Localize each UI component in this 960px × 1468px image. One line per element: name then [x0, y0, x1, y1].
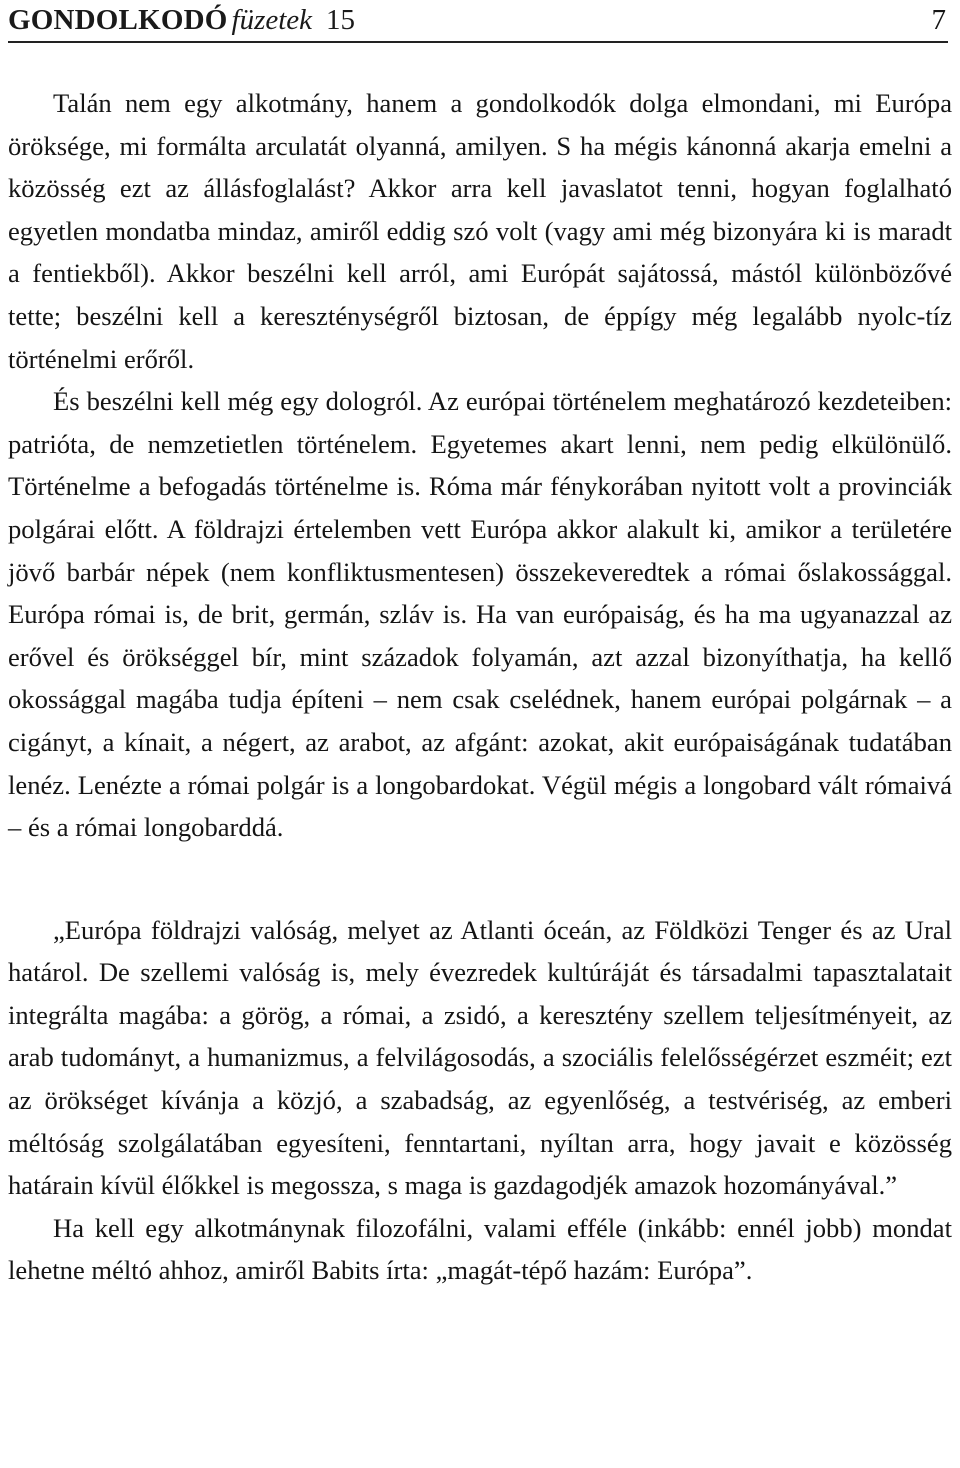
quotation-paragraph: „Európa földrajzi valóság, melyet az Atlanti óceán, az Földközi Tenger és az Ural határol. De szellemi valóság is, mely évezredek kultúráját és társadalmi tapasztalatait integrálta magába: a görög, a római, a zsidó, a keresztény szellem teljesítményeit, az arab tudományt, a humanizmus, a felvilágosodás, a szociális felelősségérzet eszméit; ezt az örökséget kívánja a közjó, a szabadság, az egyenlőség, a testvériség, az emberi méltóság szolgálatában egyesíteni, fenntartani, nyíltan arra, hogy javait e közösség határain kívül élőkkel is megossza, s maga is gazdagodjék amazok hozományával.” — [8, 914, 952, 1201]
publication-brand: GONDOLKODÓ — [8, 4, 228, 36]
paragraph: És beszélni kell még egy dologról. Az európai történelem meghatározó kezdeteiben: patrióta, de nemzetietlen történelem. Egyetemes akart lenni, nem pedig elkülönülő. Történelme a befogadás történelme is. Róma már fénykorában nyitott volt a provinciák polgárai előtt. A földrajzi értelemben vett Európa akkor alakult ki, amikor a területére jövő barbár népek (nem konfliktusmentesen) összekeveredtek a római őslakossággal. Európa római is, de brit, germán, szláv is. Ha van európaiság, és ha ma ugyanazzal az erővel és örökséggel bír, mint századok folyamán, azt azzal bizonyíthatja, ha kellő okossággal magába tudja építeni – nem csak cselédnek, hanem európai polgárnak – a cigányt, a kínait, a négert, az arabot, az afgánt: azokat, akit európaiságának tudatában lenéz. Lenézte a római polgár is a longobardokat. Végül mégis a longobard vált rómaivá – és a római longobarddá. — [8, 386, 952, 843]
paragraph: Talán nem egy alkotmány, hanem a gondolkodók dolga elmondani, mi Európa öröksége, mi formálta arculatát olyanná, amilyen. S ha mégis kánonná akarja emelni a közösség ezt az állásfoglalást? Akkor arra kell javaslatot tenni, hogyan foglalható egyetlen mondatba mindaz, amiről eddig szó volt (vagy ami még bizonyára ki is maradt a fentiekből). Akkor beszélni kell arról, ami Európát sajátossá, mástól különbözővé tette; beszélni kell a kereszténységről biztosan, de éppígy még legalább nyolc-tíz történelmi erőről. — [8, 88, 952, 374]
publication-series: füzetek — [231, 4, 313, 36]
paragraph: Ha kell egy alkotmánynak filozofálni, valami efféle (inkább: ennél jobb) mondat lehetne méltó ahhoz, amiről Babits írta: „magát-tépő hazám: Európa”. — [8, 1212, 952, 1286]
body-text — [8, 82, 952, 1292]
section-gap — [8, 849, 952, 909]
publication-title — [8, 2, 355, 38]
page-number: 7 — [931, 4, 946, 36]
running-header — [8, 0, 952, 40]
header-rule — [8, 41, 948, 43]
issue-number: 15 — [326, 4, 356, 36]
